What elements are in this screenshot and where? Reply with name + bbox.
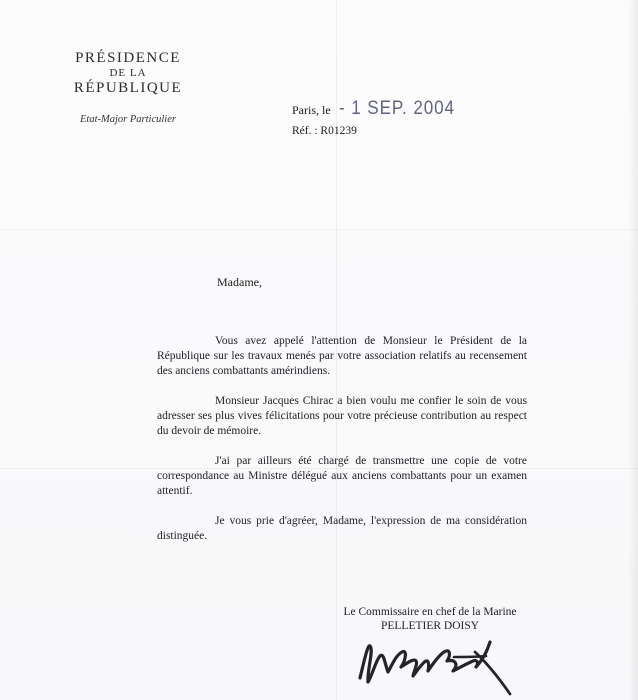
salutation: Madame, [217, 275, 262, 289]
letterhead [58, 50, 198, 125]
letter-body [157, 334, 527, 559]
letterhead-line-1: PRÉSIDENCE [75, 50, 181, 66]
paper-right-shadow [628, 0, 638, 700]
letterhead-line-2: DE LA [109, 67, 147, 79]
paragraph-3: J'ai par ailleurs été chargé de transmettre une copie de votre correspondance au Ministre délégué aux anciens combattants pour un examen attentif. [157, 455, 527, 497]
signatory-title: Le Commissaire en chef de la Marine [343, 606, 517, 618]
paragraph-1: Vous avez appelé l'attention de Monsieur le Président de la République sur les travaux menés par votre association relatifs au recensement des anciens combattants amérindiens. [157, 335, 527, 377]
letterhead-line-3: RÉPUBLIQUE [73, 80, 183, 96]
reference-number: Réf. : R01239 [292, 125, 357, 137]
paragraph-4: Je vous prie d'agréer, Madame, l'expression de ma considération distinguée. [157, 515, 527, 542]
paragraph-2: Monsieur Jacques Chirac a bien voulu me confier le soin de vous adresser ses plus vives félicitations pour votre précieuse contribution au respect du devoir de mémoire. [157, 395, 527, 437]
handwritten-signature [350, 632, 520, 696]
paper-fold-horizontal-top [0, 229, 638, 230]
date-reference-block [292, 98, 468, 137]
date-prefix: Paris, le [292, 103, 331, 117]
signatory-name: PELLETIER DOISY [380, 620, 480, 632]
signature-block [330, 605, 530, 633]
date-stamp: - 1 SEP. 2004 [338, 98, 455, 119]
date-row [292, 98, 468, 120]
letterhead-subtitle: Etat-Major Particulier [80, 114, 176, 125]
